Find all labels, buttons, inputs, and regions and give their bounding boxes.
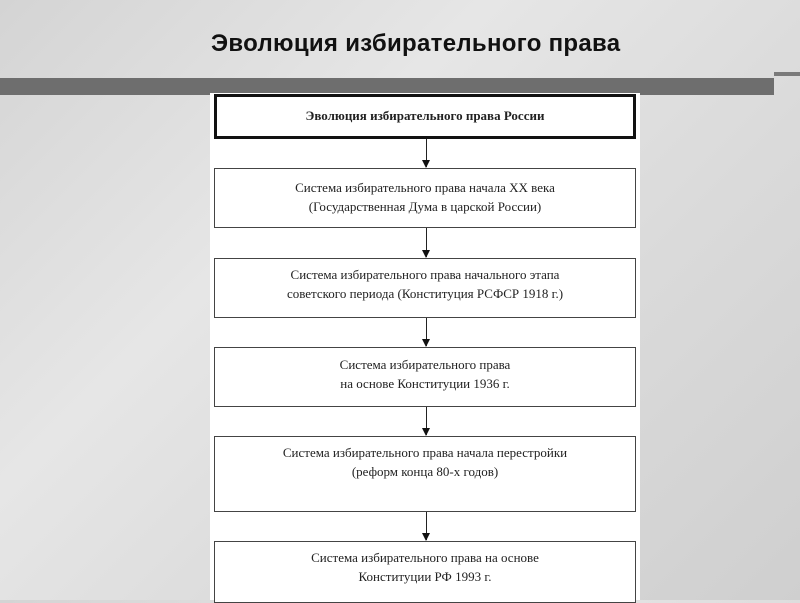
flow-arrow-1 — [426, 139, 427, 167]
stage-3-line-1: Система избирательного права — [339, 357, 511, 372]
stage-2-line-1: Система избирательного права начального этапа — [290, 267, 560, 282]
stage-5-line-1: Система избирательного права на основе — [311, 550, 539, 565]
stage-5-line-2: Конституции РФ 1993 г. — [358, 569, 492, 584]
diagram-header-text: Эволюция избирательного права России — [305, 108, 545, 123]
stage-4-line-1: Система избирательного права начала перестройки — [282, 445, 568, 460]
diagram-header-box — [214, 94, 636, 139]
stage-box-2 — [214, 258, 636, 318]
stage-box-5 — [214, 541, 636, 603]
flow-arrow-3 — [426, 318, 427, 346]
stage-box-3 — [214, 347, 636, 407]
stage-2-line-2: советского периода (Конституция РСФСР 1918 г.) — [286, 286, 564, 301]
stage-box-4 — [214, 436, 636, 512]
stage-1-line-2: (Государственная Дума в царской России) — [308, 199, 542, 214]
title-bar-accent — [774, 72, 800, 76]
flow-arrow-5 — [426, 512, 427, 540]
stage-3-line-2: на основе Конституции 1936 г. — [340, 376, 510, 391]
stage-1-line-1: Система избирательного права начала XX века — [295, 180, 555, 195]
stage-box-1 — [214, 168, 636, 228]
flow-arrow-4 — [426, 407, 427, 435]
stage-4-line-2: (реформ конца 80-х годов) — [351, 464, 499, 479]
slide-title: Эволюция избирательного права — [211, 30, 621, 57]
flow-arrow-2 — [426, 228, 427, 257]
